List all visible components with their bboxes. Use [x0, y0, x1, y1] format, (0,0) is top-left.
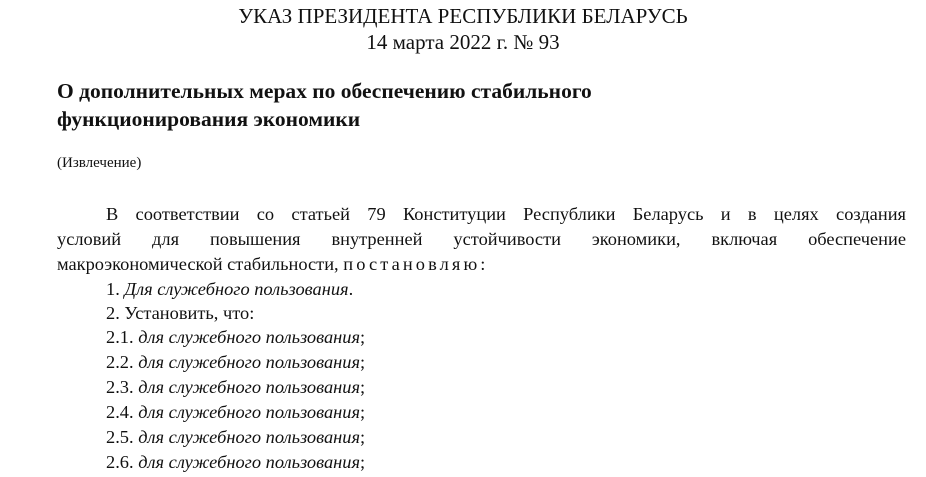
list-item: [106, 425, 365, 449]
item-suffix: .: [348, 279, 354, 299]
preamble-line-3-end: :: [480, 254, 486, 274]
preamble-line-1: [57, 202, 906, 226]
item-number: 2.4.: [106, 402, 134, 422]
item-number: 2.1.: [106, 327, 134, 347]
item-number: 2.3.: [106, 377, 134, 397]
item-suffix: ;: [360, 327, 366, 347]
item-number: 2.5.: [106, 427, 134, 447]
decree-header: УКАЗ ПРЕЗИДЕНТА РЕСПУБЛИКИ БЕЛАРУСЬ: [238, 4, 688, 28]
item-suffix: ;: [360, 427, 366, 447]
item-text: Для служебного пользования: [124, 279, 349, 299]
item-text: для служебного пользования: [138, 352, 361, 372]
list-item: [106, 400, 365, 424]
item-text: для служебного пользования: [138, 452, 361, 472]
list-item: [106, 375, 365, 399]
item-number: 1.: [106, 279, 120, 299]
preamble-line-2: условий для повышения внутренней устойчивости экономики, включая обеспечение: [57, 229, 906, 249]
extract-label: (Извлечение): [57, 155, 142, 171]
decree-title-line-1: О дополнительных мерах по обеспечению стабильного: [57, 79, 592, 103]
item-text: для служебного пользования: [138, 402, 361, 422]
preamble-line-3: [57, 252, 906, 276]
decree-date-number: 14 марта 2022 г. № 93: [366, 30, 560, 54]
item-number: 2.2.: [106, 352, 134, 372]
item-text: для служебного пользования: [138, 427, 361, 447]
item-suffix: ;: [360, 452, 366, 472]
list-item: [106, 277, 353, 301]
list-item: [106, 450, 365, 474]
item-suffix: ;: [360, 352, 366, 372]
item-suffix: ;: [360, 377, 366, 397]
preamble-line-1-text: В соответствии со статьей 79 Конституции Республики Беларусь и в целях создания: [106, 204, 906, 224]
list-item: [106, 325, 365, 349]
item-text: для служебного пользования: [138, 377, 361, 397]
item-text: для служебного пользования: [138, 327, 361, 347]
decree-title-line-2: функционирования экономики: [57, 107, 361, 131]
list-item: [106, 301, 254, 325]
item-number: 2.6.: [106, 452, 134, 472]
list-item: [106, 350, 365, 374]
decree-word: постановляю: [343, 254, 481, 274]
item-suffix: ;: [360, 402, 366, 422]
preamble-line-3-text: макроэкономической стабильности,: [57, 254, 339, 274]
item-text: Установить, что:: [124, 303, 255, 323]
item-number: 2.: [106, 303, 120, 323]
